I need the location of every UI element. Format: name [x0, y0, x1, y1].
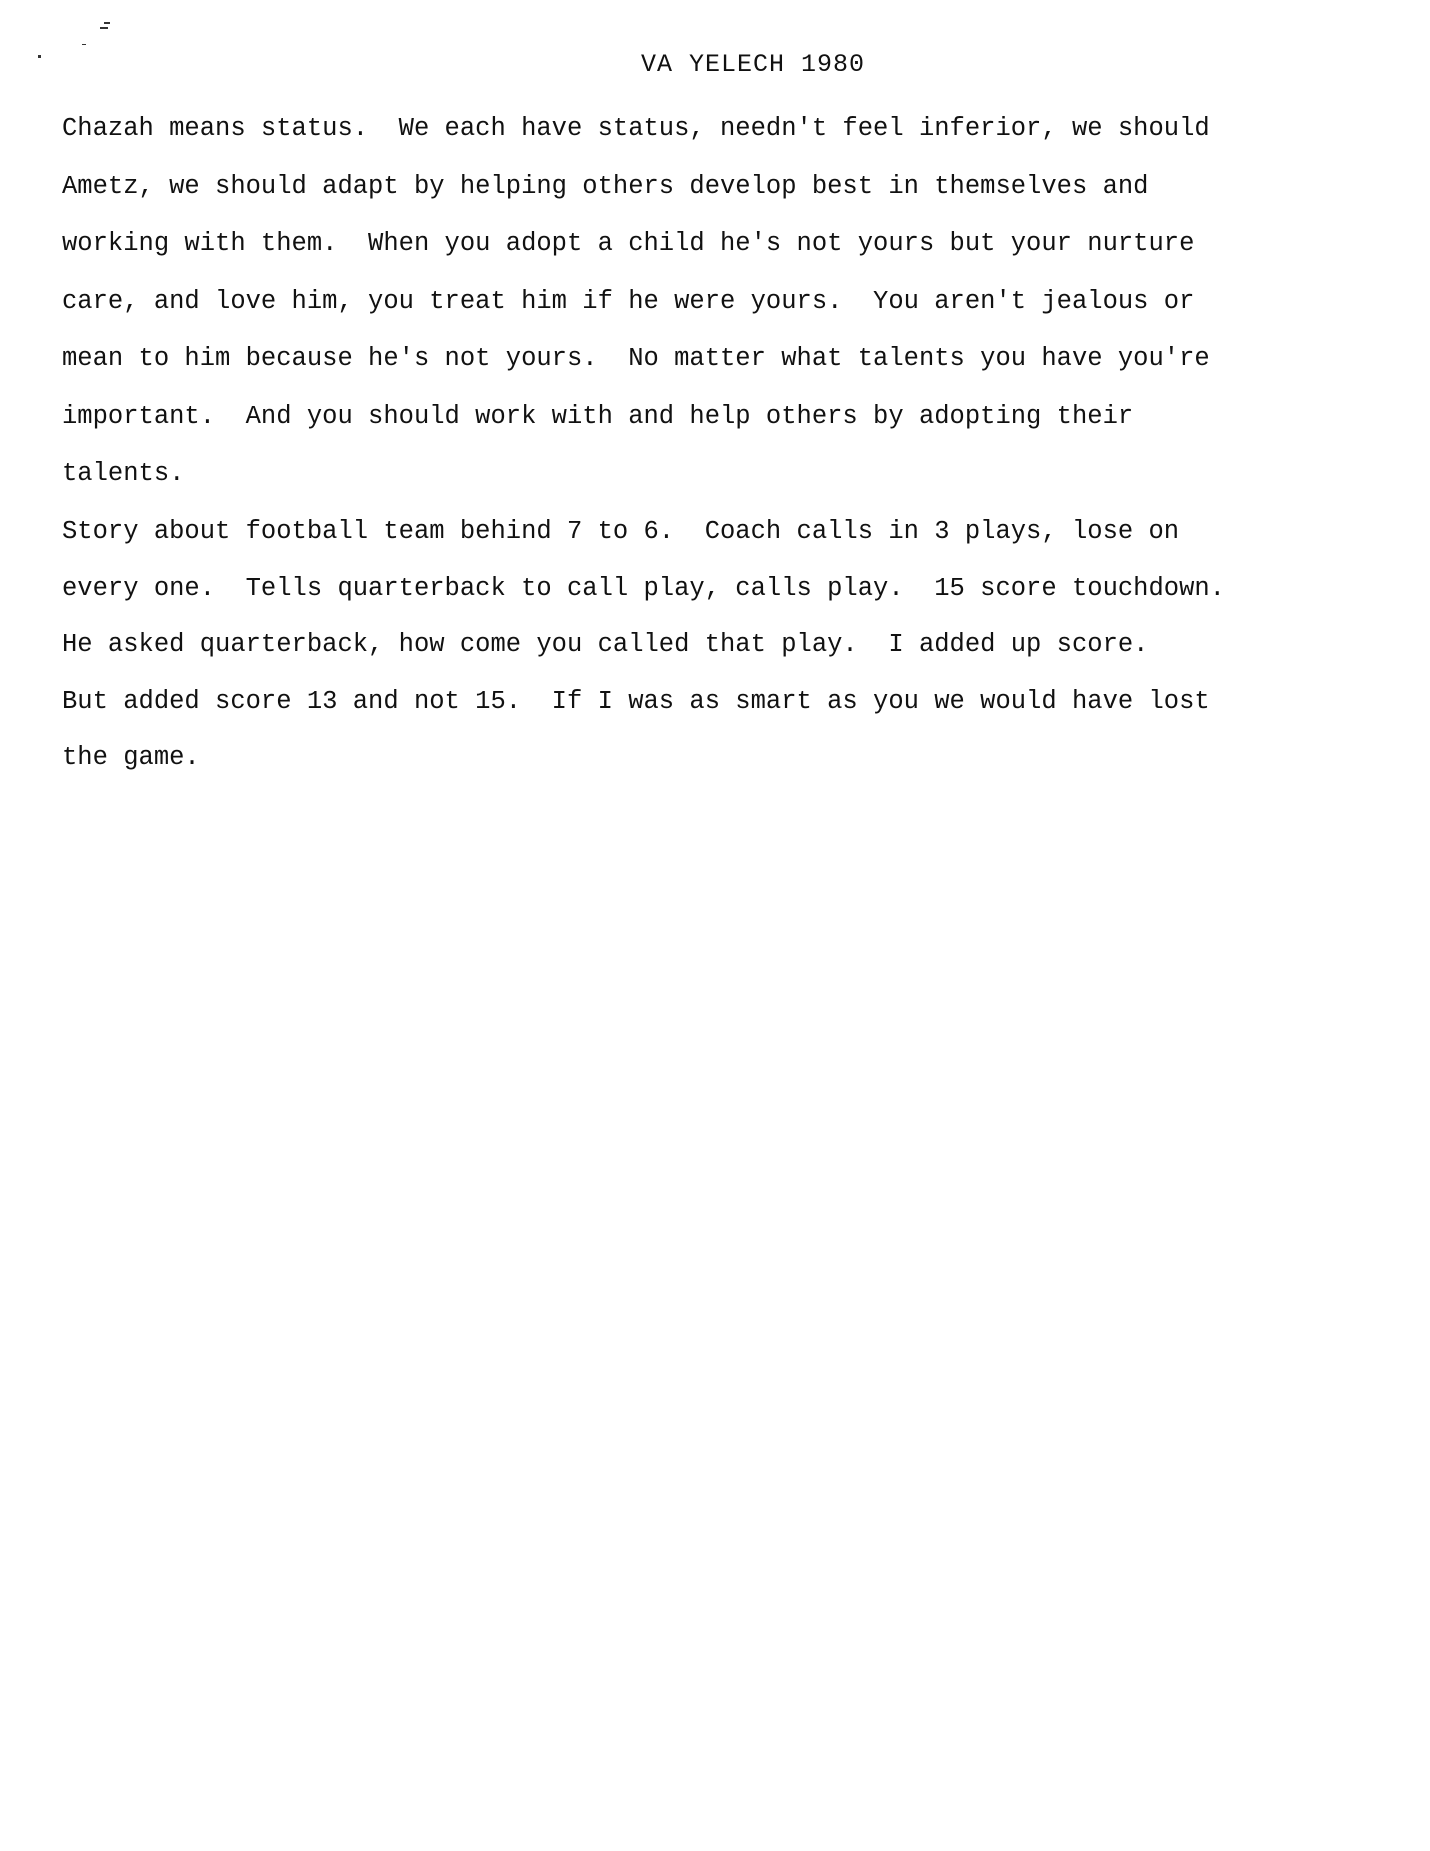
text-line: mean to him because he's not yours. No matter what talents you have you're — [62, 344, 1210, 373]
text-line: important. And you should work with and help others by adopting their — [62, 401, 1134, 431]
paragraph-2 — [62, 504, 1392, 787]
text-line: He asked quarterback, how come you called that play. I added up score. — [62, 630, 1149, 659]
text-line: care, and love him, you treat him if he were yours. You aren't jealous or — [62, 286, 1195, 316]
text-line: every one. Tells quarterback to call play, calls play. 15 score touchdown. — [62, 573, 1225, 603]
text-line: But added score 13 and not 15. If I was as smart as you we would have lost — [62, 686, 1210, 716]
text-line: the game. — [62, 743, 200, 772]
document-title: VA YELECH 1980 — [640, 50, 866, 79]
scan-speck — [104, 22, 110, 24]
scan-speck — [82, 44, 86, 45]
text-line: Ametz, we should adapt by helping others develop best in themselves and — [62, 171, 1149, 201]
text-line: working with them. When you adopt a child he's not yours but your nurture — [62, 229, 1195, 258]
scan-speck — [100, 27, 108, 29]
paragraph-1 — [62, 100, 1362, 503]
text-line: talents. — [62, 459, 185, 488]
text-line: Chazah means status. We each have status, needn't feel inferior, we should — [62, 114, 1210, 143]
text-line: Story about football team behind 7 to 6. Coach calls in 3 plays, lose on — [62, 517, 1180, 546]
